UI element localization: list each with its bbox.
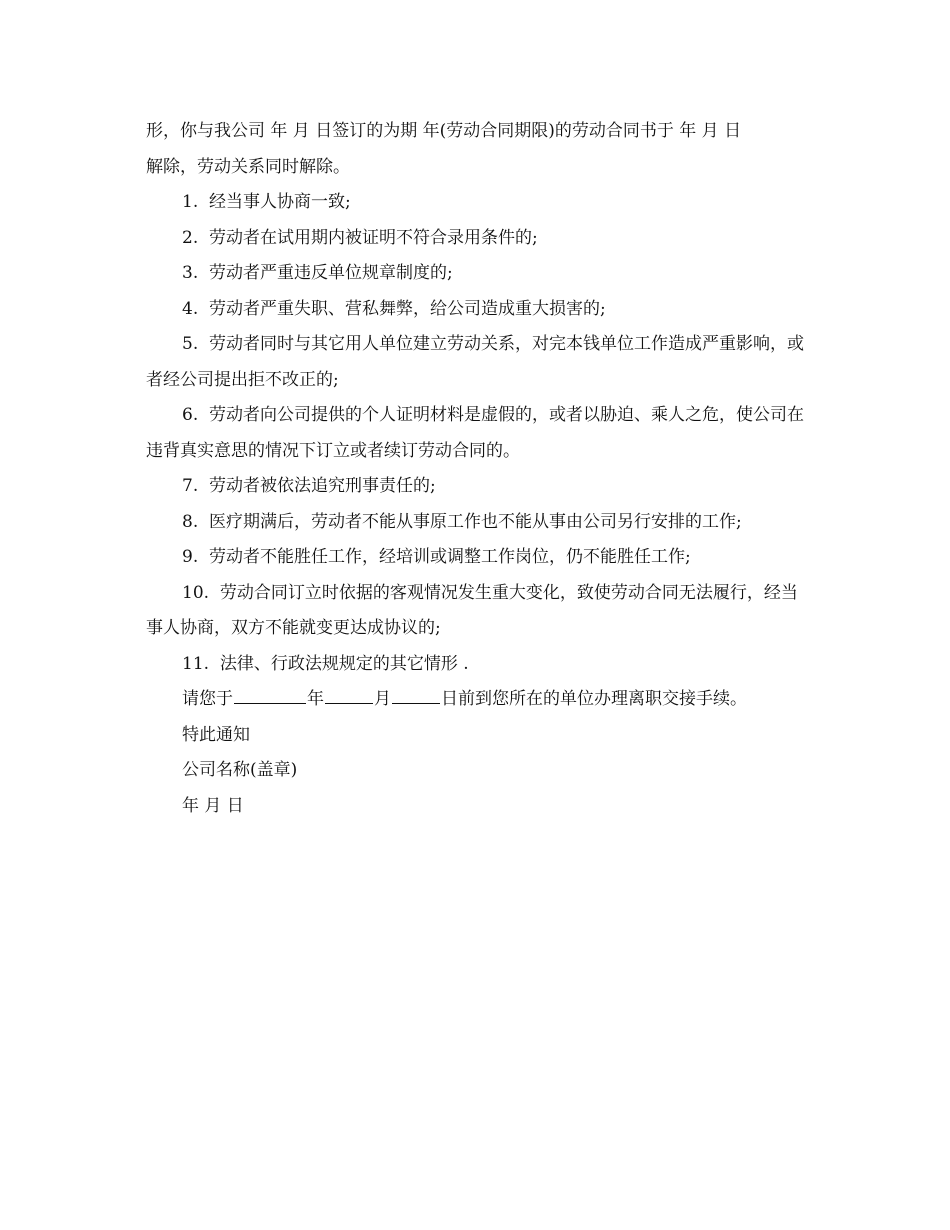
item-number: 3.	[182, 263, 199, 283]
item-number: 4.	[182, 298, 199, 319]
day-blank	[392, 685, 440, 704]
list-item	[146, 647, 806, 683]
list-item	[146, 327, 806, 398]
item-text: 劳动者严重违反单位规章制度的;	[209, 263, 453, 283]
list-item	[146, 398, 806, 469]
item-text: 劳动者在试用期内被证明不符合录用条件的;	[209, 227, 538, 248]
item-text: 劳动者不能胜任工作，经培训或调整工作岗位，仍不能胜任工作;	[209, 547, 691, 567]
item-number: 1.	[182, 192, 199, 212]
list-item	[146, 469, 806, 505]
item-text: 劳动者向公司提供的个人证明材料是虚假的，或者以胁迫、乘人之危，使公司在违背真实意思的情况下订立或者续订劳动合同的。	[146, 405, 805, 461]
item-text: 法律、行政法规规定的其它情形 .	[219, 653, 469, 674]
list-item	[146, 256, 806, 292]
request-year: 年	[307, 689, 324, 709]
list-item	[146, 185, 806, 221]
item-number: 9.	[182, 547, 199, 567]
item-number: 8.	[182, 511, 199, 532]
item-number: 5.	[182, 334, 199, 354]
item-text: 医疗期满后，劳动者不能从事原工作也不能从事由公司另行安排的工作;	[209, 511, 742, 532]
intro-line-1: 形，你与我公司 年 月 日签订的为期 年(劳动合同期限)的劳动合同书于 年 月 日	[146, 121, 742, 141]
item-text: 经当事人协商一致;	[209, 192, 351, 212]
list-item	[146, 221, 806, 257]
list-item	[146, 576, 806, 647]
item-text: 劳动者严重失职、营私舞弊，给公司造成重大损害的;	[209, 298, 606, 319]
item-text: 劳动合同订立时依据的客观情况发生重大变化，致使劳动合同无法履行，经当事人协商，双方不能就变更达成协议的;	[146, 582, 798, 638]
item-text: 劳动者同时与其它用人单位建立劳动关系，对完本钱单位工作造成严重影响，或者经公司提出拒不改正的;	[146, 334, 805, 390]
request-suffix: 日前到您所在的单位办理离职交接手续。	[441, 689, 747, 709]
company-line: 公司名称(盖章)	[182, 760, 298, 780]
list-item	[146, 292, 806, 328]
item-number: 11.	[182, 653, 210, 674]
document-page	[146, 114, 806, 824]
request-prefix: 请您于	[182, 689, 233, 709]
list-item	[146, 540, 806, 576]
item-number: 6.	[182, 405, 199, 425]
notice-line: 特此通知	[182, 724, 250, 745]
intro-paragraph	[146, 114, 806, 185]
item-number: 10.	[182, 582, 210, 603]
list-item	[146, 505, 806, 541]
request-month: 月	[374, 689, 391, 709]
intro-line-2: 解除，劳动关系同时解除。	[146, 156, 350, 177]
month-blank	[325, 685, 373, 704]
item-number: 2.	[182, 227, 199, 248]
date-line: 年 月 日	[182, 795, 244, 816]
request-line	[146, 682, 806, 718]
item-number: 7.	[182, 476, 199, 496]
item-text: 劳动者被依法追究刑事责任的;	[209, 476, 436, 496]
year-blank	[234, 685, 306, 704]
